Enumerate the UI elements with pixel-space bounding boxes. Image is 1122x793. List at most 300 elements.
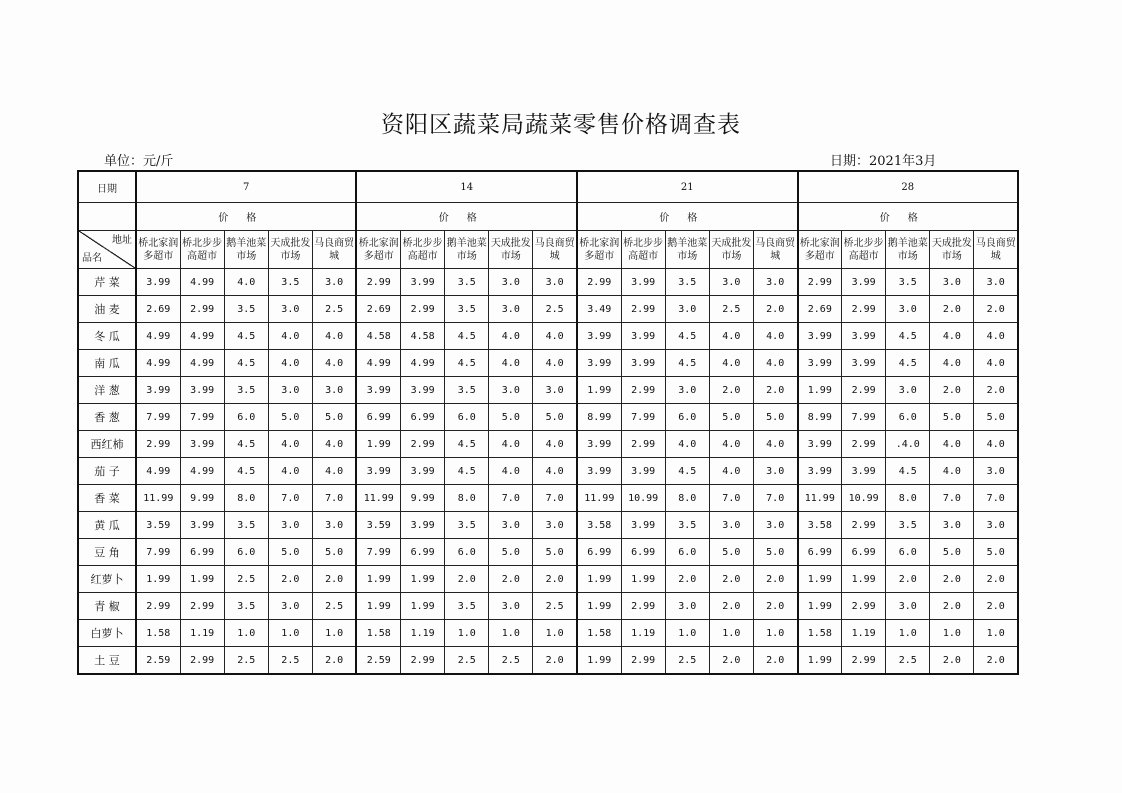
price-cell: 3.99 <box>621 350 665 377</box>
price-cell: 3.5 <box>224 296 268 323</box>
price-header-label: 价格 <box>218 213 275 224</box>
day-header: 7 <box>136 171 356 203</box>
price-cell: 4.0 <box>268 458 312 485</box>
price-cell: 3.99 <box>180 431 224 458</box>
price-cell: 1.19 <box>621 620 665 647</box>
price-cell: 2.5 <box>886 647 930 675</box>
price-cell: 2.69 <box>798 296 842 323</box>
day-header: 28 <box>798 171 1019 203</box>
price-cell: 8.99 <box>577 404 621 431</box>
vegetable-name: 香 葱 <box>78 404 136 431</box>
location-header: 桥北步步高超市 <box>401 231 445 269</box>
price-cell: 2.0 <box>753 296 797 323</box>
table-row <box>78 539 1018 566</box>
location-header: 天成批发市场 <box>489 231 533 269</box>
price-cell: 3.0 <box>974 269 1018 296</box>
price-cell: 1.99 <box>356 431 400 458</box>
price-cell: 2.5 <box>489 647 533 675</box>
vegetable-name: 洋 葱 <box>78 377 136 404</box>
location-header: 天成批发市场 <box>930 231 974 269</box>
price-cell: 4.0 <box>665 431 709 458</box>
price-cell: 1.0 <box>974 620 1018 647</box>
price-cell: 2.69 <box>136 296 180 323</box>
price-header <box>798 203 1019 231</box>
price-cell: 1.99 <box>577 566 621 593</box>
price-cell: 5.0 <box>268 404 312 431</box>
price-cell: 1.58 <box>356 620 400 647</box>
price-cell: 2.0 <box>753 593 797 620</box>
price-cell: 6.99 <box>401 539 445 566</box>
price-cell: 4.0 <box>489 323 533 350</box>
price-cell: 2.0 <box>753 377 797 404</box>
price-cell: 1.99 <box>401 593 445 620</box>
price-cell: 2.99 <box>401 431 445 458</box>
price-cell: 4.0 <box>533 458 577 485</box>
price-cell: 4.0 <box>312 323 356 350</box>
price-cell: 2.5 <box>665 647 709 675</box>
price-cell: 3.0 <box>930 269 974 296</box>
price-cell: 2.99 <box>180 593 224 620</box>
price-cell: 1.0 <box>709 620 753 647</box>
price-cell: 2.0 <box>268 566 312 593</box>
price-header <box>136 203 356 231</box>
price-cell: 3.0 <box>533 512 577 539</box>
price-cell: 7.99 <box>842 404 886 431</box>
price-cell: 6.0 <box>224 539 268 566</box>
price-cell: 4.0 <box>709 350 753 377</box>
price-cell: 3.0 <box>268 512 312 539</box>
price-cell: 5.0 <box>533 539 577 566</box>
location-header: 天成批发市场 <box>268 231 312 269</box>
price-cell: 2.5 <box>533 296 577 323</box>
price-cell: 3.0 <box>886 593 930 620</box>
price-cell: 3.99 <box>798 350 842 377</box>
price-cell: 4.0 <box>930 323 974 350</box>
price-cell: 2.59 <box>356 647 400 675</box>
price-cell: 3.99 <box>621 323 665 350</box>
price-cell: 6.99 <box>842 539 886 566</box>
price-cell: 2.99 <box>401 296 445 323</box>
price-cell: 4.0 <box>268 350 312 377</box>
location-header: 马良商贸城 <box>753 231 797 269</box>
price-cell: 4.0 <box>268 431 312 458</box>
price-cell: 4.5 <box>445 350 489 377</box>
price-cell: 5.0 <box>489 404 533 431</box>
price-cell: 1.0 <box>312 620 356 647</box>
price-cell: 1.99 <box>577 377 621 404</box>
price-cell: 7.99 <box>136 539 180 566</box>
price-cell: 3.0 <box>886 296 930 323</box>
location-header: 鹅羊池菜市场 <box>224 231 268 269</box>
vegetable-name: 白萝卜 <box>78 620 136 647</box>
price-cell: 3.0 <box>312 377 356 404</box>
location-header: 桥北家润多超市 <box>136 231 180 269</box>
price-cell: 10.99 <box>842 485 886 512</box>
price-cell: 2.69 <box>356 296 400 323</box>
price-header-label: 价格 <box>438 213 495 224</box>
price-cell: 7.0 <box>489 485 533 512</box>
price-cell: 5.0 <box>974 539 1018 566</box>
price-cell: 1.99 <box>136 566 180 593</box>
price-cell: 7.99 <box>180 404 224 431</box>
price-cell: 4.0 <box>709 323 753 350</box>
price-cell: 4.5 <box>445 458 489 485</box>
location-header: 桥北家润多超市 <box>577 231 621 269</box>
price-cell: 4.58 <box>356 323 400 350</box>
location-header: 马良商贸城 <box>533 231 577 269</box>
price-cell: 4.5 <box>665 323 709 350</box>
price-cell: 2.5 <box>312 593 356 620</box>
price-cell: 1.0 <box>268 620 312 647</box>
location-header: 鹅羊池菜市场 <box>665 231 709 269</box>
table-row <box>78 269 1018 296</box>
price-header <box>356 203 577 231</box>
price-cell: 2.99 <box>621 431 665 458</box>
header-row-days <box>78 171 1018 203</box>
price-cell: 4.5 <box>224 458 268 485</box>
price-cell: 1.0 <box>445 620 489 647</box>
price-cell: 2.99 <box>180 647 224 675</box>
price-cell: 2.5 <box>312 296 356 323</box>
price-table <box>77 170 1019 675</box>
vegetable-name: 黄 瓜 <box>78 512 136 539</box>
price-cell: 5.0 <box>709 404 753 431</box>
price-cell: 4.0 <box>709 431 753 458</box>
price-cell: 2.59 <box>136 647 180 675</box>
price-cell: 5.0 <box>930 404 974 431</box>
price-cell: 2.0 <box>930 377 974 404</box>
price-cell: 3.0 <box>709 269 753 296</box>
price-cell: 8.0 <box>665 485 709 512</box>
price-cell: 7.99 <box>356 539 400 566</box>
price-cell: 4.0 <box>930 350 974 377</box>
header-row-price <box>78 203 1018 231</box>
price-cell: 5.0 <box>753 404 797 431</box>
price-cell: 3.5 <box>665 512 709 539</box>
price-cell: 3.99 <box>401 458 445 485</box>
price-cell: 1.99 <box>577 647 621 675</box>
price-cell: 3.5 <box>224 377 268 404</box>
price-cell: 3.0 <box>974 512 1018 539</box>
table-row <box>78 377 1018 404</box>
price-cell: 4.5 <box>445 431 489 458</box>
price-cell: 7.99 <box>621 404 665 431</box>
price-cell: 4.0 <box>974 350 1018 377</box>
price-cell: 1.99 <box>798 647 842 675</box>
price-cell: 7.0 <box>974 485 1018 512</box>
price-cell: 6.0 <box>445 404 489 431</box>
price-cell: 4.99 <box>136 350 180 377</box>
price-cell: 9.99 <box>401 485 445 512</box>
price-cell: 4.99 <box>401 350 445 377</box>
price-cell: 4.0 <box>930 458 974 485</box>
price-cell: 2.0 <box>974 566 1018 593</box>
price-cell: 3.5 <box>445 512 489 539</box>
price-cell: 3.99 <box>798 431 842 458</box>
price-cell: 6.0 <box>445 539 489 566</box>
price-cell: 3.0 <box>665 593 709 620</box>
price-cell: 3.5 <box>886 512 930 539</box>
table-row <box>78 296 1018 323</box>
price-cell: 6.0 <box>665 404 709 431</box>
price-header <box>577 203 798 231</box>
price-cell: 3.5 <box>224 512 268 539</box>
price-cell: 1.0 <box>753 620 797 647</box>
vegetable-name: 土 豆 <box>78 647 136 675</box>
price-cell: 3.59 <box>136 512 180 539</box>
price-cell: 4.99 <box>356 350 400 377</box>
location-header: 马良商贸城 <box>312 231 356 269</box>
price-cell: 2.0 <box>930 647 974 675</box>
price-cell: 2.0 <box>445 566 489 593</box>
price-cell: 8.0 <box>224 485 268 512</box>
price-cell: 2.0 <box>886 566 930 593</box>
price-cell: 4.0 <box>312 350 356 377</box>
price-cell: 11.99 <box>356 485 400 512</box>
price-cell: 2.0 <box>930 566 974 593</box>
price-cell: 2.5 <box>709 296 753 323</box>
price-cell: 3.99 <box>577 431 621 458</box>
vegetable-name: 西红柿 <box>78 431 136 458</box>
price-cell: 2.0 <box>753 566 797 593</box>
price-cell: 4.0 <box>312 458 356 485</box>
corner-header-cell <box>78 231 136 269</box>
vegetable-name: 香 菜 <box>78 485 136 512</box>
price-cell: 2.5 <box>445 647 489 675</box>
price-cell: 3.99 <box>401 512 445 539</box>
price-cell: 2.99 <box>842 296 886 323</box>
price-cell: 1.99 <box>577 593 621 620</box>
price-cell: 3.99 <box>136 377 180 404</box>
price-cell: 5.0 <box>489 539 533 566</box>
price-cell: 1.0 <box>665 620 709 647</box>
price-cell: 2.99 <box>621 377 665 404</box>
price-cell: 3.5 <box>886 269 930 296</box>
price-cell: 8.0 <box>886 485 930 512</box>
table-row <box>78 566 1018 593</box>
price-cell: 4.99 <box>180 350 224 377</box>
price-cell: 3.99 <box>621 512 665 539</box>
price-cell: 5.0 <box>974 404 1018 431</box>
price-cell: 4.0 <box>974 323 1018 350</box>
vegetable-name: 青 椒 <box>78 593 136 620</box>
price-header-label: 价格 <box>659 213 716 224</box>
price-cell: 4.0 <box>489 431 533 458</box>
price-cell: 1.58 <box>798 620 842 647</box>
price-cell: 3.99 <box>180 512 224 539</box>
price-cell: 3.0 <box>489 593 533 620</box>
table-row <box>78 458 1018 485</box>
price-cell: 2.0 <box>533 647 577 675</box>
price-cell: 3.99 <box>356 458 400 485</box>
price-cell: 1.99 <box>621 566 665 593</box>
vegetable-name: 冬 瓜 <box>78 323 136 350</box>
price-cell: 1.99 <box>842 566 886 593</box>
price-cell: 3.99 <box>577 323 621 350</box>
price-cell: 1.99 <box>356 566 400 593</box>
price-cell: 7.0 <box>268 485 312 512</box>
price-cell: 1.99 <box>401 566 445 593</box>
price-cell: 2.0 <box>665 566 709 593</box>
table-row <box>78 620 1018 647</box>
price-cell: 2.0 <box>753 647 797 675</box>
price-cell: 1.99 <box>798 593 842 620</box>
price-cell: 3.0 <box>312 269 356 296</box>
price-cell: 1.99 <box>180 566 224 593</box>
price-cell: 2.0 <box>974 296 1018 323</box>
price-cell: 4.0 <box>974 431 1018 458</box>
price-cell: 3.5 <box>445 296 489 323</box>
price-cell: 5.0 <box>268 539 312 566</box>
price-cell: 2.99 <box>842 431 886 458</box>
price-cell: 3.99 <box>621 458 665 485</box>
unit-label: 单位：元/斤 <box>104 154 174 169</box>
price-cell: 3.5 <box>445 269 489 296</box>
price-cell: 3.0 <box>489 377 533 404</box>
price-cell: 11.99 <box>577 485 621 512</box>
price-cell: 3.0 <box>753 269 797 296</box>
blank-header-cell <box>78 203 136 231</box>
price-cell: 4.0 <box>489 458 533 485</box>
price-cell: 3.0 <box>533 377 577 404</box>
price-cell: 6.0 <box>886 539 930 566</box>
table-row <box>78 647 1018 675</box>
price-cell: 3.49 <box>577 296 621 323</box>
price-cell: 3.59 <box>356 512 400 539</box>
price-cell: 3.0 <box>930 512 974 539</box>
price-cell: 3.99 <box>798 458 842 485</box>
price-cell: 6.99 <box>621 539 665 566</box>
price-cell: 4.0 <box>533 323 577 350</box>
price-cell: 1.0 <box>930 620 974 647</box>
price-cell: 2.0 <box>709 647 753 675</box>
price-cell: 3.0 <box>489 269 533 296</box>
price-cell: 2.5 <box>224 647 268 675</box>
price-cell: 2.99 <box>842 593 886 620</box>
vegetable-name: 油 麦 <box>78 296 136 323</box>
price-cell: 5.0 <box>753 539 797 566</box>
table-row <box>78 593 1018 620</box>
price-cell: 3.0 <box>268 377 312 404</box>
price-cell: 3.99 <box>798 323 842 350</box>
vegetable-name: 豆 角 <box>78 539 136 566</box>
price-header-label: 价格 <box>879 213 936 224</box>
price-cell: 3.5 <box>268 269 312 296</box>
location-header: 桥北步步高超市 <box>621 231 665 269</box>
price-cell: 7.0 <box>312 485 356 512</box>
location-header: 马良商贸城 <box>974 231 1018 269</box>
price-cell: 1.19 <box>842 620 886 647</box>
price-cell: 5.0 <box>312 539 356 566</box>
price-cell: 1.19 <box>180 620 224 647</box>
date-header-label: 日期 <box>78 171 136 203</box>
price-cell: 1.0 <box>489 620 533 647</box>
price-cell: 5.0 <box>312 404 356 431</box>
price-cell: 3.0 <box>753 512 797 539</box>
price-cell: 2.99 <box>136 593 180 620</box>
price-cell: 9.99 <box>180 485 224 512</box>
vegetable-name: 红萝卜 <box>78 566 136 593</box>
price-cell: 3.0 <box>886 377 930 404</box>
price-cell: 2.0 <box>930 593 974 620</box>
price-cell: 1.19 <box>401 620 445 647</box>
price-cell: 4.0 <box>753 323 797 350</box>
price-cell: 7.99 <box>136 404 180 431</box>
price-cell: 2.5 <box>533 593 577 620</box>
price-cell: 3.0 <box>268 593 312 620</box>
price-cell: 2.5 <box>224 566 268 593</box>
price-cell: 4.5 <box>224 323 268 350</box>
price-cell: 4.99 <box>136 458 180 485</box>
price-cell: 4.58 <box>401 323 445 350</box>
price-cell: 3.0 <box>489 512 533 539</box>
price-cell: 6.99 <box>401 404 445 431</box>
price-cell: 4.0 <box>533 350 577 377</box>
price-cell: 3.99 <box>842 458 886 485</box>
header-row-locations <box>78 231 1018 269</box>
price-cell: 2.99 <box>180 296 224 323</box>
price-cell: 4.0 <box>533 431 577 458</box>
table-row <box>78 431 1018 458</box>
price-cell: 3.0 <box>489 296 533 323</box>
price-cell: 2.0 <box>312 566 356 593</box>
price-cell: 3.99 <box>842 350 886 377</box>
price-cell: 10.99 <box>621 485 665 512</box>
location-header: 桥北家润多超市 <box>798 231 842 269</box>
price-cell: 8.0 <box>445 485 489 512</box>
price-cell: 2.99 <box>577 269 621 296</box>
price-cell: 4.99 <box>180 269 224 296</box>
price-cell: 3.99 <box>401 269 445 296</box>
price-cell: 1.99 <box>356 593 400 620</box>
price-cell: 8.99 <box>798 404 842 431</box>
price-cell: 2.0 <box>930 296 974 323</box>
price-cell: 4.0 <box>930 431 974 458</box>
price-cell: 11.99 <box>136 485 180 512</box>
price-cell: 4.0 <box>753 350 797 377</box>
location-header: 天成批发市场 <box>709 231 753 269</box>
price-cell: 2.0 <box>709 593 753 620</box>
price-cell: 1.99 <box>798 377 842 404</box>
price-cell: 6.0 <box>224 404 268 431</box>
table-row <box>78 404 1018 431</box>
price-cell: 4.99 <box>180 323 224 350</box>
date-label: 日期：2021年3月 <box>830 154 937 169</box>
location-header: 鹅羊池菜市场 <box>445 231 489 269</box>
price-cell: 4.0 <box>224 269 268 296</box>
price-cell: 2.99 <box>621 593 665 620</box>
price-cell: 4.99 <box>136 323 180 350</box>
price-cell: 7.0 <box>709 485 753 512</box>
price-cell: 5.0 <box>533 404 577 431</box>
price-cell: 3.0 <box>533 269 577 296</box>
price-cell: 11.99 <box>798 485 842 512</box>
price-cell: 3.99 <box>401 377 445 404</box>
price-cell: 6.99 <box>798 539 842 566</box>
price-cell: 1.58 <box>136 620 180 647</box>
price-cell: 4.5 <box>886 323 930 350</box>
price-cell: 1.0 <box>224 620 268 647</box>
price-cell: 1.58 <box>577 620 621 647</box>
price-cell: 4.5 <box>665 350 709 377</box>
price-cell: 4.5 <box>665 458 709 485</box>
price-cell: 6.0 <box>665 539 709 566</box>
price-cell: 1.0 <box>533 620 577 647</box>
price-cell: 3.0 <box>268 296 312 323</box>
price-cell: 3.0 <box>312 512 356 539</box>
price-cell: 2.0 <box>312 647 356 675</box>
vegetable-name: 芹 菜 <box>78 269 136 296</box>
